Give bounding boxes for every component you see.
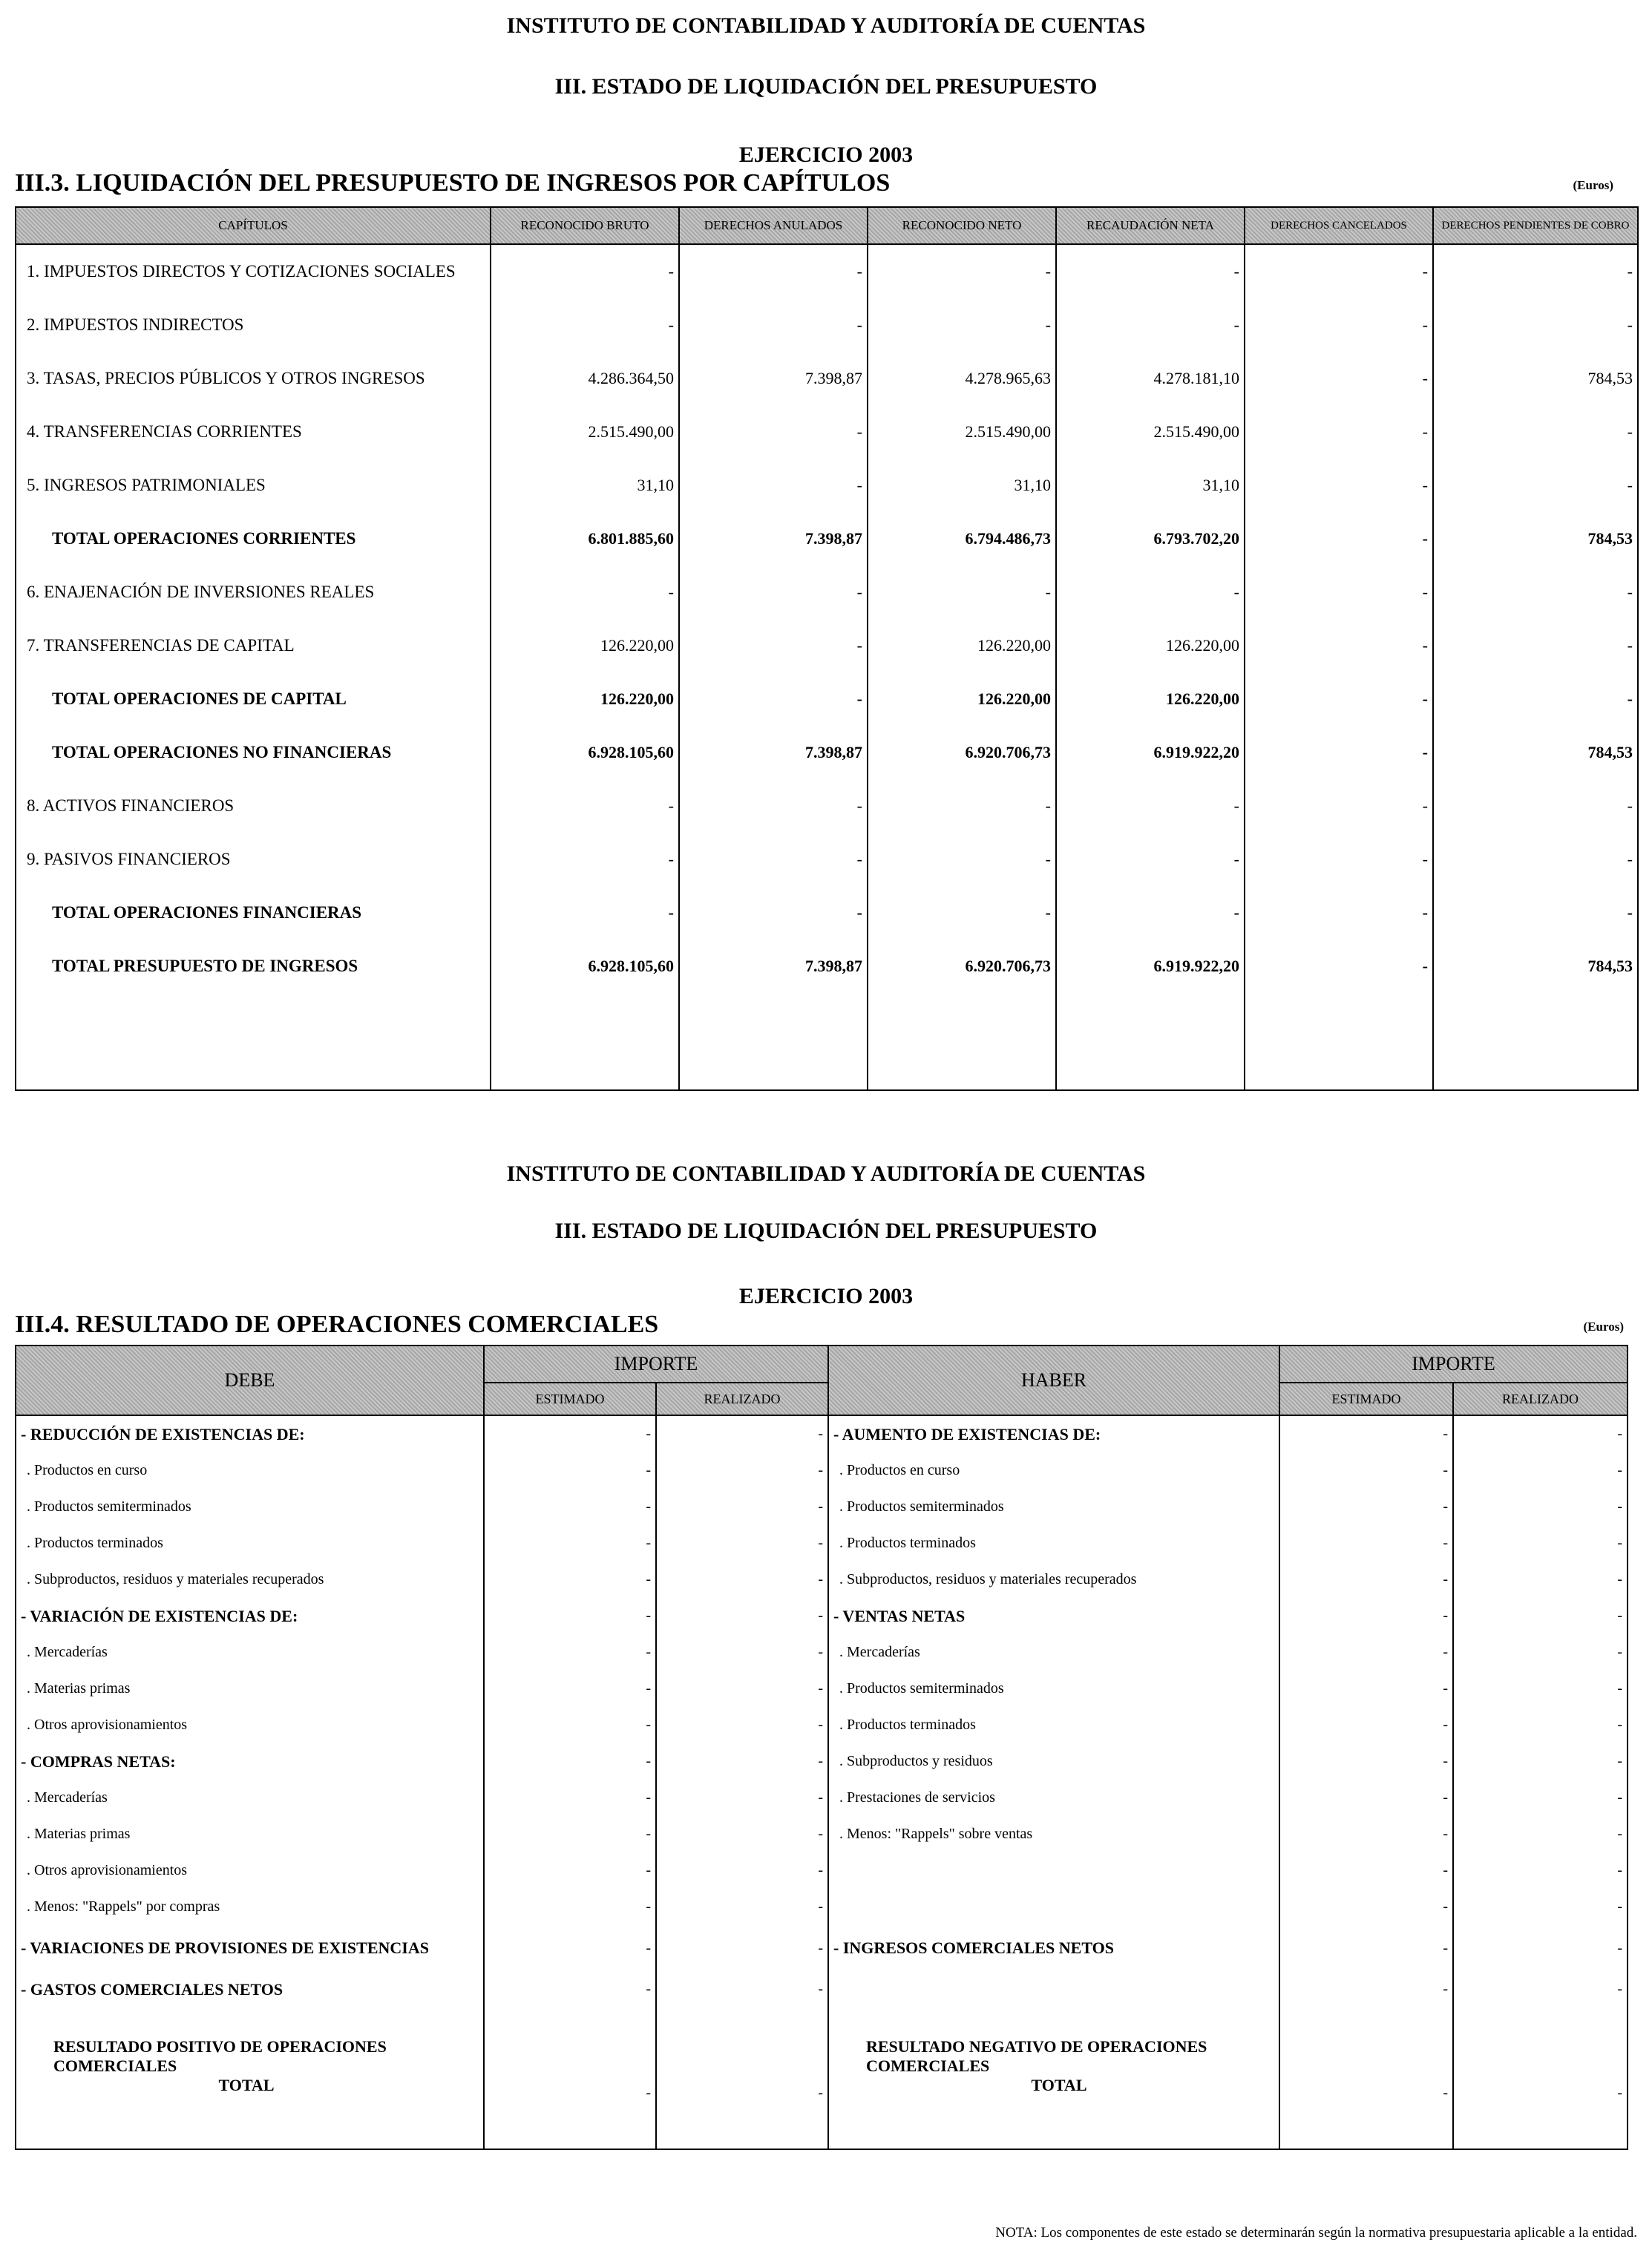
col-header: RECONOCIDO NETO: [868, 207, 1056, 244]
cell-value: -: [1433, 459, 1638, 512]
total-value: -: [656, 2008, 828, 2149]
cell-value: 7.398,87: [679, 512, 868, 566]
cell-value: -: [1245, 940, 1433, 993]
cell-value: -: [1245, 619, 1433, 672]
cell-value: 6.919.922,20: [1056, 726, 1245, 779]
cell-value: -: [1245, 886, 1433, 940]
cell-value: -: [679, 459, 868, 512]
realizado-value: -: [656, 1925, 828, 1971]
haber-label: [828, 1971, 1279, 2008]
realizado-value: -: [656, 1525, 828, 1561]
cell-value: -: [679, 672, 868, 726]
row-label: TOTAL OPERACIONES FINANCIERAS: [16, 886, 491, 940]
cell-value: -: [1056, 244, 1245, 298]
table-row: [16, 512, 1638, 566]
footnote: NOTA: Los componentes de este estado se determinarán según la normativa presupuestaria aplicable a la entidad.: [995, 2225, 1637, 2241]
empty-cell: [1433, 993, 1638, 1090]
result-label: RESULTADO POSITIVO DE OPERACIONES COMERCIALES: [53, 2037, 387, 2075]
cell-value: 126.220,00: [868, 619, 1056, 672]
estimado-value: -: [484, 1671, 656, 1707]
row-label: 8. ACTIVOS FINANCIEROS: [16, 779, 491, 833]
estimado-value: -: [1279, 1525, 1453, 1561]
debe-label: . Productos semiterminados: [16, 1489, 484, 1525]
cell-value: 31,10: [491, 459, 679, 512]
cell-value: -: [1433, 619, 1638, 672]
cell-value: -: [1245, 298, 1433, 352]
cell-value: 6.928.105,60: [491, 940, 679, 993]
realizado-value: -: [656, 1816, 828, 1852]
estimado-value: -: [484, 1598, 656, 1634]
estimado-value: -: [484, 1780, 656, 1816]
haber-label: . Subproductos y residuos: [828, 1743, 1279, 1780]
cell-value: -: [1433, 672, 1638, 726]
debe-label: - GASTOS COMERCIALES NETOS: [16, 1971, 484, 2008]
realizado-value: -: [656, 1780, 828, 1816]
cell-value: 6.919.922,20: [1056, 940, 1245, 993]
realizado-value: -: [656, 1489, 828, 1525]
estimado-value: -: [484, 1889, 656, 1925]
table-row: [16, 1925, 1628, 1971]
cell-value: -: [1245, 459, 1433, 512]
cell-value: -: [491, 244, 679, 298]
realizado-value: -: [656, 1971, 828, 2008]
cell-value: -: [491, 886, 679, 940]
cell-value: -: [1433, 566, 1638, 619]
cell-value: 4.278.181,10: [1056, 352, 1245, 405]
estimado-value: -: [1279, 1816, 1453, 1852]
estimado-value: -: [1279, 1780, 1453, 1816]
estimado-value: -: [1279, 1925, 1453, 1971]
table-row: [16, 1889, 1628, 1925]
table-row: [16, 940, 1638, 993]
cell-value: -: [491, 833, 679, 886]
table-row: [16, 298, 1638, 352]
cell-value: 126.220,00: [1056, 619, 1245, 672]
year-title: EJERCICIO 2003: [738, 142, 914, 167]
total-label: TOTAL: [1031, 2076, 1087, 2094]
table-row: [16, 1780, 1628, 1816]
cell-value: 6.928.105,60: [491, 726, 679, 779]
cell-value: -: [491, 298, 679, 352]
debe-result: [16, 2008, 484, 2149]
cell-value: 126.220,00: [491, 619, 679, 672]
realizado-value: -: [656, 1852, 828, 1889]
haber-label: . Prestaciones de servicios: [828, 1780, 1279, 1816]
debe-label: . Menos: "Rappels" por compras: [16, 1889, 484, 1925]
col-header: DERECHOS ANULADOS: [679, 207, 868, 244]
estimado-value: -: [1279, 1634, 1453, 1671]
realizado-value: -: [656, 1415, 828, 1452]
cell-value: -: [1056, 298, 1245, 352]
empty-cell: [1245, 993, 1433, 1090]
estimado-value: -: [484, 1561, 656, 1598]
cell-value: 31,10: [1056, 459, 1245, 512]
estimado-value: -: [1279, 1415, 1453, 1452]
result-row: [16, 2008, 1628, 2149]
empty-cell: [1056, 993, 1245, 1090]
estimado-value: -: [484, 1852, 656, 1889]
estimado-header: ESTIMADO: [1279, 1383, 1453, 1415]
realizado-value: -: [1453, 1634, 1628, 1671]
cell-value: -: [679, 833, 868, 886]
cell-value: 126.220,00: [1056, 672, 1245, 726]
cell-value: -: [679, 298, 868, 352]
row-label: TOTAL OPERACIONES NO FINANCIERAS: [16, 726, 491, 779]
cell-value: 784,53: [1433, 512, 1638, 566]
empty-cell: [16, 993, 491, 1090]
cell-value: -: [1056, 779, 1245, 833]
realizado-value: -: [1453, 1525, 1628, 1561]
row-label: 1. IMPUESTOS DIRECTOS Y COTIZACIONES SOCIALES: [16, 244, 491, 298]
estimado-header: ESTIMADO: [484, 1383, 656, 1415]
debe-header: DEBE: [16, 1346, 484, 1415]
haber-label: . Productos terminados: [828, 1707, 1279, 1743]
table-row: [16, 566, 1638, 619]
estimado-value: -: [484, 1452, 656, 1489]
debe-label: . Materias primas: [16, 1816, 484, 1852]
currency-label: (Euros): [1573, 178, 1613, 192]
table-row: [16, 726, 1638, 779]
cell-value: -: [1056, 566, 1245, 619]
haber-label: - VENTAS NETAS: [828, 1598, 1279, 1634]
realizado-value: -: [656, 1452, 828, 1489]
cell-value: -: [1245, 779, 1433, 833]
haber-label: [828, 1852, 1279, 1889]
estimado-value: -: [484, 1743, 656, 1780]
estimado-value: -: [1279, 1852, 1453, 1889]
estimado-value: -: [484, 1634, 656, 1671]
table-row: [16, 1598, 1628, 1634]
table-row: [16, 244, 1638, 298]
estimado-value: -: [1279, 1598, 1453, 1634]
col-header: CAPÍTULOS: [16, 207, 491, 244]
cell-value: 2.515.490,00: [491, 405, 679, 459]
cell-value: 4.286.364,50: [491, 352, 679, 405]
estimado-value: -: [1279, 1671, 1453, 1707]
debe-label: . Materias primas: [16, 1671, 484, 1707]
debe-label: . Productos terminados: [16, 1525, 484, 1561]
table-row: [16, 459, 1638, 512]
debe-label: . Mercaderías: [16, 1634, 484, 1671]
realizado-value: -: [1453, 1598, 1628, 1634]
realizado-value: -: [1453, 1671, 1628, 1707]
haber-label: . Mercaderías: [828, 1634, 1279, 1671]
row-label: 4. TRANSFERENCIAS CORRIENTES: [16, 405, 491, 459]
realizado-value: -: [656, 1707, 828, 1743]
table-row: [16, 779, 1638, 833]
table-row: [16, 1489, 1628, 1525]
estimado-value: -: [484, 1489, 656, 1525]
cell-value: -: [1245, 566, 1433, 619]
row-label: 7. TRANSFERENCIAS DE CAPITAL: [16, 619, 491, 672]
total-value: -: [1453, 2008, 1628, 2149]
col-header: DERECHOS PENDIENTES DE COBRO: [1433, 207, 1638, 244]
cell-value: 7.398,87: [679, 940, 868, 993]
cell-value: -: [1245, 244, 1433, 298]
cell-value: -: [1433, 886, 1638, 940]
row-label: TOTAL OPERACIONES CORRIENTES: [16, 512, 491, 566]
table-row: [16, 672, 1638, 726]
cell-value: 784,53: [1433, 940, 1638, 993]
statement-title-2: III. ESTADO DE LIQUIDACIÓN DEL PRESUPUESTO: [554, 1219, 1098, 1243]
col-header: DERECHOS CANCELADOS: [1245, 207, 1433, 244]
empty-cell: [868, 993, 1056, 1090]
table-row: [16, 1707, 1628, 1743]
estimado-value: -: [1279, 1707, 1453, 1743]
estimado-value: -: [484, 1707, 656, 1743]
total-value: -: [1279, 2008, 1453, 2149]
realizado-value: -: [1453, 1452, 1628, 1489]
haber-label: . Productos semiterminados: [828, 1671, 1279, 1707]
cell-value: -: [1245, 405, 1433, 459]
debe-label: . Mercaderías: [16, 1780, 484, 1816]
estimado-value: -: [484, 1971, 656, 2008]
realizado-value: -: [1453, 1971, 1628, 2008]
empty-cell: [679, 993, 868, 1090]
importe-header: IMPORTE: [484, 1346, 828, 1383]
cell-value: 6.794.486,73: [868, 512, 1056, 566]
result-label: RESULTADO NEGATIVO DE OPERACIONES COMERCIALES: [866, 2037, 1207, 2075]
row-label: 2. IMPUESTOS INDIRECTOS: [16, 298, 491, 352]
table-spacer: [16, 993, 1638, 1090]
table-row: [16, 1816, 1628, 1852]
debe-label: . Productos en curso: [16, 1452, 484, 1489]
realizado-value: -: [1453, 1889, 1628, 1925]
debe-label: . Subproductos, residuos y materiales recuperados: [16, 1561, 484, 1598]
debe-label: - REDUCCIÓN DE EXISTENCIAS DE:: [16, 1415, 484, 1452]
haber-label: . Menos: "Rappels" sobre ventas: [828, 1816, 1279, 1852]
haber-label: . Subproductos, residuos y materiales recuperados: [828, 1561, 1279, 1598]
table-row: [16, 1561, 1628, 1598]
cell-value: -: [868, 566, 1056, 619]
col-header: RECONOCIDO BRUTO: [491, 207, 679, 244]
realizado-header: REALIZADO: [656, 1383, 828, 1415]
estimado-value: -: [1279, 1452, 1453, 1489]
haber-header: HABER: [828, 1346, 1279, 1415]
cell-value: 126.220,00: [491, 672, 679, 726]
cell-value: -: [679, 244, 868, 298]
haber-result: [828, 2008, 1279, 2149]
haber-label: . Productos semiterminados: [828, 1489, 1279, 1525]
cell-value: -: [491, 779, 679, 833]
year-title-2: EJERCICIO 2003: [738, 1284, 914, 1308]
table-row: [16, 1852, 1628, 1889]
table-row: [16, 1452, 1628, 1489]
cell-value: 7.398,87: [679, 352, 868, 405]
cell-value: -: [868, 886, 1056, 940]
cell-value: -: [1245, 726, 1433, 779]
cell-value: 784,53: [1433, 352, 1638, 405]
haber-label: [828, 1889, 1279, 1925]
row-label: 6. ENAJENACIÓN DE INVERSIONES REALES: [16, 566, 491, 619]
table-row: [16, 1415, 1628, 1452]
realizado-value: -: [656, 1743, 828, 1780]
cell-value: -: [491, 566, 679, 619]
realizado-value: -: [1453, 1743, 1628, 1780]
cell-value: -: [868, 833, 1056, 886]
realizado-value: -: [1453, 1707, 1628, 1743]
haber-label: - AUMENTO DE EXISTENCIAS DE:: [828, 1415, 1279, 1452]
table-row: [16, 1743, 1628, 1780]
realizado-value: -: [1453, 1489, 1628, 1525]
realizado-value: -: [656, 1598, 828, 1634]
cell-value: -: [868, 244, 1056, 298]
section-title: III.3. LIQUIDACIÓN DEL PRESUPUESTO DE INGRESOS POR CAPÍTULOS: [15, 169, 891, 197]
institute-title: INSTITUTO DE CONTABILIDAD Y AUDITORÍA DE CUENTAS: [506, 13, 1146, 38]
income-budget-table: [15, 206, 1639, 1091]
importe-header: IMPORTE: [1279, 1346, 1628, 1383]
estimado-value: -: [484, 1816, 656, 1852]
row-label: 5. INGRESOS PATRIMONIALES: [16, 459, 491, 512]
cell-value: 6.793.702,20: [1056, 512, 1245, 566]
cell-value: -: [868, 779, 1056, 833]
estimado-value: -: [1279, 1743, 1453, 1780]
cell-value: -: [1056, 886, 1245, 940]
total-value: -: [484, 2008, 656, 2149]
estimado-value: -: [484, 1925, 656, 1971]
haber-label: - INGRESOS COMERCIALES NETOS: [828, 1925, 1279, 1971]
realizado-value: -: [1453, 1925, 1628, 1971]
cell-value: 784,53: [1433, 726, 1638, 779]
commercial-operations-table: [15, 1345, 1628, 2150]
debe-label: . Otros aprovisionamientos: [16, 1852, 484, 1889]
cell-value: -: [1433, 779, 1638, 833]
section-title-2: III.4. RESULTADO DE OPERACIONES COMERCIALES: [15, 1311, 659, 1338]
col-header: RECAUDACIÓN NETA: [1056, 207, 1245, 244]
table-row: [16, 619, 1638, 672]
cell-value: -: [1245, 352, 1433, 405]
statement-title: III. ESTADO DE LIQUIDACIÓN DEL PRESUPUESTO: [554, 74, 1098, 99]
row-label: 9. PASIVOS FINANCIEROS: [16, 833, 491, 886]
cell-value: -: [679, 779, 868, 833]
debe-label: . Otros aprovisionamientos: [16, 1707, 484, 1743]
cell-value: -: [679, 619, 868, 672]
cell-value: -: [1245, 833, 1433, 886]
debe-label: - VARIACIONES DE PROVISIONES DE EXISTENCIAS: [16, 1925, 484, 1971]
cell-value: -: [1433, 405, 1638, 459]
institute-title-2: INSTITUTO DE CONTABILIDAD Y AUDITORÍA DE CUENTAS: [506, 1161, 1146, 1186]
realizado-value: -: [1453, 1816, 1628, 1852]
estimado-value: -: [1279, 1889, 1453, 1925]
currency-label-2: (Euros): [1583, 1320, 1624, 1334]
realizado-value: -: [656, 1561, 828, 1598]
total-label: TOTAL: [218, 2076, 275, 2094]
realizado-value: -: [656, 1634, 828, 1671]
realizado-value: -: [1453, 1780, 1628, 1816]
table-row: [16, 1971, 1628, 2008]
cell-value: 31,10: [868, 459, 1056, 512]
cell-value: 2.515.490,00: [1056, 405, 1245, 459]
cell-value: 4.278.965,63: [868, 352, 1056, 405]
table-row: [16, 886, 1638, 940]
realizado-header: REALIZADO: [1453, 1383, 1628, 1415]
cell-value: 6.920.706,73: [868, 940, 1056, 993]
cell-value: -: [1245, 512, 1433, 566]
table-row: [16, 833, 1638, 886]
table-row: [16, 405, 1638, 459]
estimado-value: -: [1279, 1561, 1453, 1598]
realizado-value: -: [656, 1671, 828, 1707]
cell-value: 7.398,87: [679, 726, 868, 779]
row-label: 3. TASAS, PRECIOS PÚBLICOS Y OTROS INGRESOS: [16, 352, 491, 405]
realizado-value: -: [1453, 1415, 1628, 1452]
cell-value: 6.801.885,60: [491, 512, 679, 566]
table-row: [16, 352, 1638, 405]
table-row: [16, 1525, 1628, 1561]
cell-value: -: [1433, 833, 1638, 886]
cell-value: -: [679, 886, 868, 940]
cell-value: 2.515.490,00: [868, 405, 1056, 459]
haber-label: . Productos en curso: [828, 1452, 1279, 1489]
cell-value: -: [1245, 672, 1433, 726]
estimado-value: -: [1279, 1971, 1453, 2008]
estimado-value: -: [484, 1525, 656, 1561]
cell-value: -: [679, 405, 868, 459]
estimado-value: -: [1279, 1489, 1453, 1525]
debe-label: - VARIACIÓN DE EXISTENCIAS DE:: [16, 1598, 484, 1634]
realizado-value: -: [1453, 1561, 1628, 1598]
row-label: TOTAL OPERACIONES DE CAPITAL: [16, 672, 491, 726]
debe-label: - COMPRAS NETAS:: [16, 1743, 484, 1780]
table-row: [16, 1671, 1628, 1707]
realizado-value: -: [1453, 1852, 1628, 1889]
realizado-value: -: [656, 1889, 828, 1925]
row-label: TOTAL PRESUPUESTO DE INGRESOS: [16, 940, 491, 993]
haber-label: . Productos terminados: [828, 1525, 1279, 1561]
cell-value: -: [1433, 298, 1638, 352]
estimado-value: -: [484, 1415, 656, 1452]
empty-cell: [491, 993, 679, 1090]
cell-value: 126.220,00: [868, 672, 1056, 726]
table-row: [16, 1634, 1628, 1671]
cell-value: -: [1433, 244, 1638, 298]
cell-value: -: [679, 566, 868, 619]
cell-value: 6.920.706,73: [868, 726, 1056, 779]
cell-value: -: [868, 298, 1056, 352]
cell-value: -: [1056, 833, 1245, 886]
